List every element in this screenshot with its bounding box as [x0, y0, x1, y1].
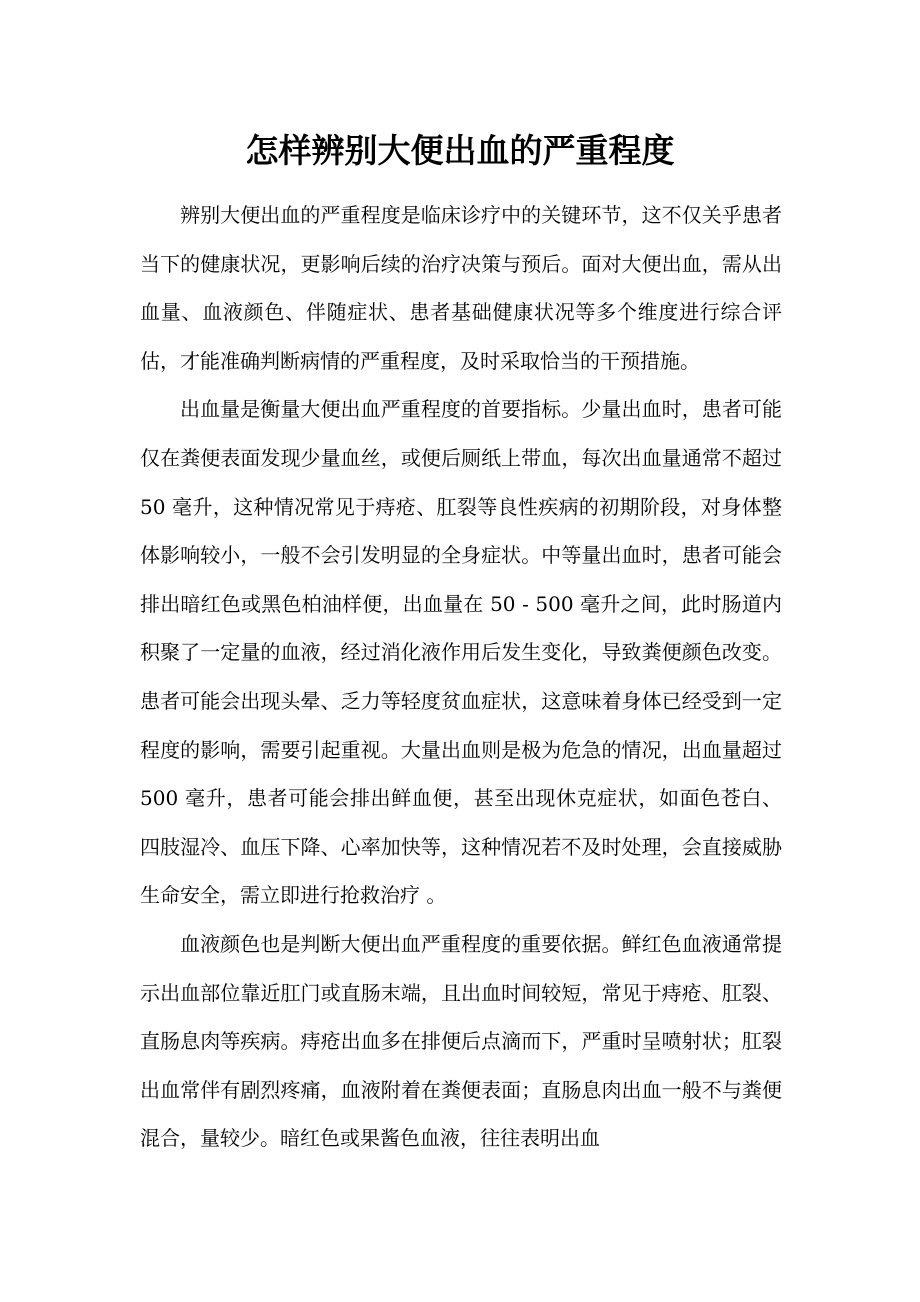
paragraph: 辨别大便出血的严重程度是临床诊疗中的关键环节，这不仅关乎患者当下的健康状况，更影响后续的治疗决策与预后。面对大便出血，需从出血量、血液颜色、伴随症状、患者基础健康状况等多个维度进行综合评估，才能准确判断病情的严重程度，及时采取恰当的干预措施。	[140, 203, 782, 373]
paragraph: 血液颜色也是判断大便出血严重程度的重要依据。鲜红色血液通常提示出血部位靠近肛门或直肠末端，且出血时间较短，常见于痔疮、肛裂、直肠息肉等疾病。痔疮出血多在排便后点滴而下，严重时呈喷射状；肛裂出血常伴有剧烈疼痛，血液附着在粪便表面；直肠息肉出血一般不与粪便混合，量较少。暗红色或果酱色血液，往往表明出血	[140, 931, 782, 1151]
document-title: 怎样辨别大便出血的严重程度	[245, 131, 675, 170]
paragraph: 出血量是衡量大便出血严重程度的首要指标。少量出血时，患者可能仅在粪便表面发现少量血丝，或便后厕纸上带血，每次出血量通常不超过 50 毫升，这种情况常见于痔疮、肛裂等良性疾病的初期阶段，对身体整体影响较小，一般不会引发明显的全身症状。中等量出血时，患者可能会排出暗红色或黑色柏油样便，出血量在 50 - 500 毫升之间，此时肠道内积聚了一定量的血液，经过消化液作用后发生变化，导致粪便颜色改变。患者可能会出现头晕、乏力等轻度贫血症状，这意味着身体已经受到一定程度的影响，需要引起重视。大量出血则是极为危急的情况，出血量超过 500 毫升，患者可能会排出鲜血便，甚至出现休克症状，如面色苍白、四肢湿冷、血压下降、心率加快等，这种情况若不及时处理，会直接威胁生命安全，需立即进行抢救治疗 。	[140, 397, 782, 908]
document-body	[140, 191, 782, 1163]
